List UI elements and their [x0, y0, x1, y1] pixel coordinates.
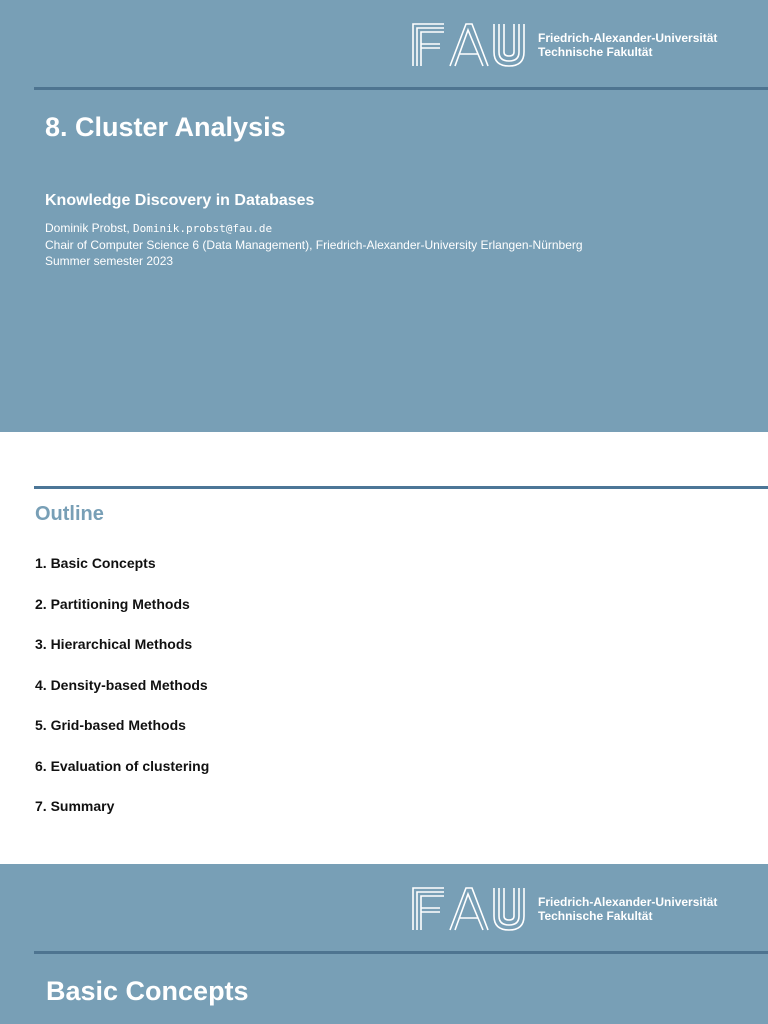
- outline-item: 4. Density-based Methods: [35, 676, 208, 693]
- outline-item: 6. Evaluation of clustering: [35, 757, 210, 774]
- header-rule: [34, 486, 768, 489]
- author-name: Dominik Probst,: [45, 221, 130, 235]
- university-name: Friedrich-Alexander-Universität: [538, 31, 718, 45]
- header-rule: [34, 951, 768, 954]
- title-slide: [0, 0, 768, 432]
- university-name: Friedrich-Alexander-Universität: [538, 895, 718, 909]
- fau-logo: [410, 20, 717, 70]
- faculty-name: Technische Fakultät: [538, 45, 653, 59]
- faculty-name: Technische Fakultät: [538, 909, 653, 923]
- section-slide: [0, 864, 768, 1024]
- outline-item: 7. Summary: [35, 798, 115, 814]
- outline-item: 3. Hierarchical Methods: [35, 636, 193, 652]
- fau-wordmark-icon: [410, 20, 530, 70]
- presentation-subtitle: Knowledge Discovery in Databases: [45, 192, 315, 209]
- author-email: Dominik.probst@fau.de: [133, 222, 273, 235]
- outline-list: [35, 552, 209, 836]
- outline-slide: [0, 432, 768, 864]
- header-rule: [34, 87, 768, 90]
- outline-item: 2. Partitioning Methods: [35, 595, 190, 612]
- author-block: [45, 220, 583, 269]
- semester: Summer semester 2023: [45, 254, 174, 268]
- outline-heading: Outline: [35, 503, 104, 525]
- outline-item: 5. Grid-based Methods: [35, 717, 186, 733]
- affiliation: Chair of Computer Science 6 (Data Management), Friedrich-Alexander-University Erlangen-Nürnberg: [45, 238, 583, 252]
- fau-logo: [410, 884, 717, 934]
- fau-wordmark-icon: [410, 884, 530, 934]
- outline-item: 1. Basic Concepts: [35, 555, 156, 571]
- presentation-title: 8. Cluster Analysis: [45, 112, 286, 142]
- section-title: Basic Concepts: [46, 976, 249, 1006]
